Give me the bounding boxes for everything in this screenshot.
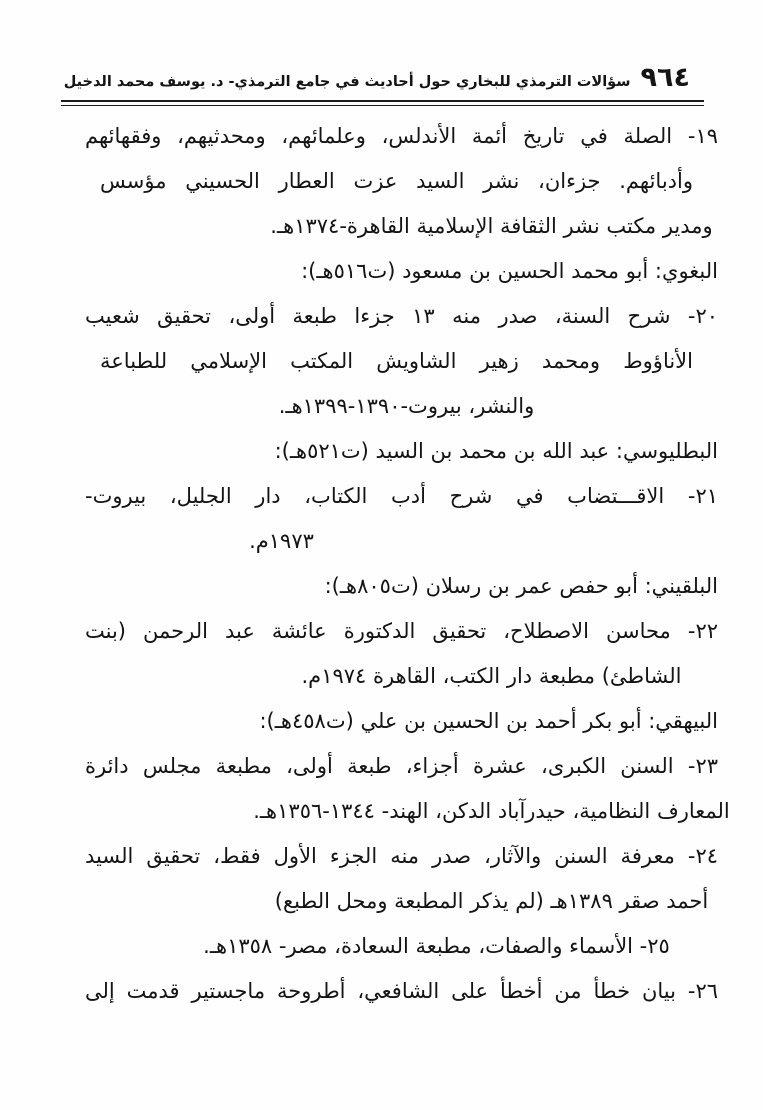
page-number: ٩٦٤ — [640, 62, 690, 93]
page-header — [45, 62, 718, 93]
section-header-bulqini: البلقيني: أبو حفص عمر بن رسلان (ت٨٠٥هـ): — [324, 574, 718, 598]
entry-21-line-1: ٢١- الاقـــتضاب في شرح أدب الكتاب، دار الجليل، بيروت- — [85, 484, 718, 508]
section-header-baghawi: البغوي: أبو محمد الحسين بن مسعود (ت٥١٦هـ): — [301, 259, 718, 283]
section-header-batalyawsi: البطليوسي: عبد الله بن محمد بن السيد (ت٥٢١هـ): — [274, 439, 718, 463]
entry-21-line-2: ١٩٧٣م. — [249, 529, 314, 553]
entry-23-line-2: المعارف النظامية، حيدرآباد الدكن، الهند- ١٣٤٤-١٣٥٦هـ. — [253, 799, 730, 823]
entry-19-line-2: وأدبائهم. جزءان، نشر السيد عزت العطار الحسيني مؤسس — [100, 169, 693, 193]
running-title: سؤالات الترمذي للبخاري حول أحاديث في جامع الترمذي- د. يوسف محمد الدخيل — [63, 74, 631, 90]
entry-24-line-2: أحمد صقر ١٣٨٩هـ (لم يذكر المطبعة ومحل الطبع) — [274, 889, 709, 913]
header-divider — [61, 100, 704, 106]
entry-22-line-2: الشاطئ) مطبعة دار الكتب، القاهرة ١٩٧٤م. — [301, 664, 682, 688]
entry-25-line-1: ٢٥- الأسماء والصفات، مطبعة السعادة، مصر- ١٣٥٨هـ. — [203, 934, 670, 958]
entry-20-line-3: والنشر، بيروت-١٣٩٠-١٣٩٩هـ. — [278, 394, 535, 418]
entry-26-line-1: ٢٦- بيان خطأ من أخطأ على الشافعي، أطروحة ماجستير قدمت إلى — [85, 979, 718, 1003]
bibliography-text — [45, 114, 730, 1014]
entry-19-line-3: ومدير مكتب نشر الثقافة الإسلامية القاهرة-١٣٧٤هـ. — [270, 214, 713, 238]
entry-20-line-1: ٢٠- شرح السنة، صدر منه ١٣ جزءا طبعة أولى، تحقيق شعيب — [85, 304, 718, 328]
entry-23-line-1: ٢٣- السنن الكبرى، عشرة أجزاء، طبعة أولى، مطبعة مجلس دائرة — [85, 754, 718, 778]
entry-24-line-1: ٢٤- معرفة السنن والآثار، صدر منه الجزء الأول فقط، تحقيق السيد — [85, 844, 718, 868]
entry-19-line-1: ١٩- الصلة في تاريخ أئمة الأندلس، وعلمائهم، ومحدثيهم، وفقهائهم — [85, 124, 718, 148]
entry-20-line-2: الأناؤوط ومحمد زهير الشاويش المكتب الإسلامي للطباعة — [100, 349, 693, 373]
entry-22-line-1: ٢٢- محاسن الاصطلاح، تحقيق الدكتورة عائشة عبد الرحمن (بنت — [85, 619, 718, 643]
section-header-bayhaqi: البيهقي: أبو بكر أحمد بن الحسين بن علي (ت٤٥٨هـ): — [259, 709, 718, 733]
